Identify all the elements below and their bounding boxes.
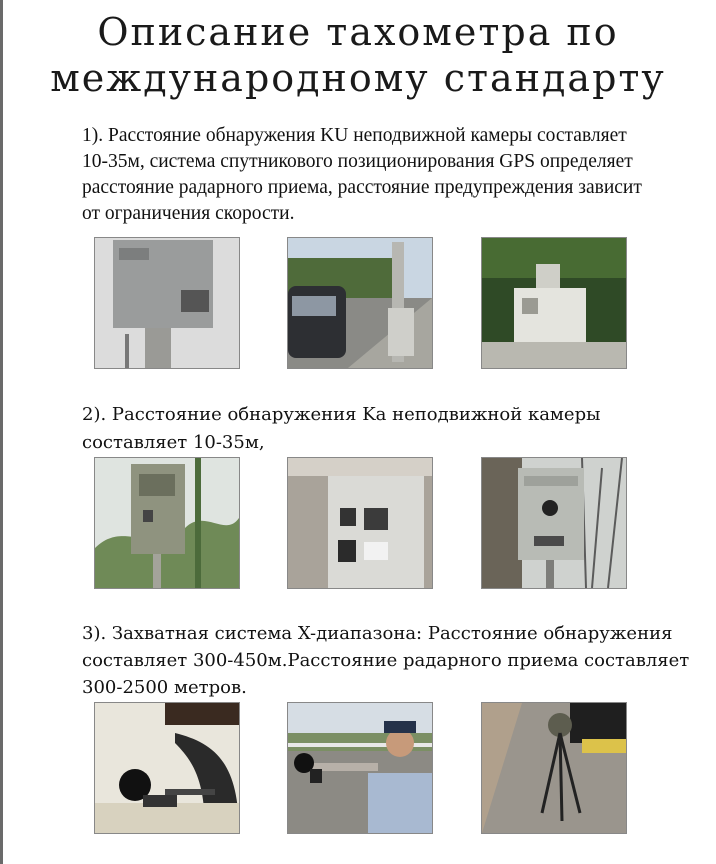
section-1-line: 1). Расстояние обнаружения KU неподвижной камеры составляет	[82, 125, 627, 146]
section-3-text	[82, 620, 690, 701]
ku-camera-box-photo	[94, 237, 240, 369]
section-2-text	[82, 401, 682, 457]
section-1-text	[82, 123, 682, 227]
section-2-line: 2). Расстояние обнаружения Ka неподвижной камеры	[82, 404, 601, 425]
page-border	[0, 0, 3, 864]
section-1-line: 10-35м, система спутникового позиционирования GPS определяет	[82, 151, 633, 172]
section-1-line: расстояние радарного приема, расстояние предупреждения зависит	[82, 177, 642, 198]
ka-camera-pole-photo	[481, 457, 627, 589]
section-3-line: 3). Захватная система X-диапазона: Расстояние обнаружения	[82, 623, 673, 644]
car-mounted-radar-photo	[94, 702, 240, 834]
roadside-radar-post-photo	[287, 237, 433, 369]
page-title-line-2: международному стандарту	[50, 56, 666, 100]
police-radar-gun-photo	[287, 702, 433, 834]
hilltop-camera-photo	[481, 237, 627, 369]
ka-camera-housing-photo	[287, 457, 433, 589]
section-2-line: составляет 10-35м,	[82, 432, 265, 453]
section-3-line: составляет 300-450м.Расстояние радарного приема составляет	[82, 650, 690, 671]
ka-camera-tower-photo	[94, 457, 240, 589]
tripod-radar-photo	[481, 702, 627, 834]
section-3-line: 300-2500 метров.	[82, 677, 247, 698]
section-1-line: от ограничения скорости.	[82, 203, 295, 224]
page-title-line-1: Описание тахометра по	[97, 10, 619, 54]
